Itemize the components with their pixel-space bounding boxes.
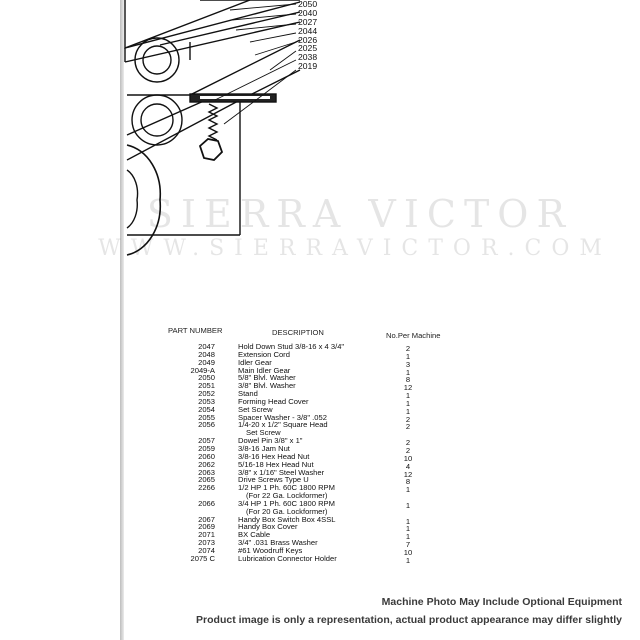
part-number-cell: 2062 (198, 459, 215, 469)
part-number-cell: 2060 (198, 451, 215, 461)
part-number-cell: 2050 (198, 373, 215, 383)
quantity-cell: 1 (405, 406, 411, 416)
description-cell: Handy Box Cover (238, 522, 298, 532)
machine-diagram (0, 0, 640, 290)
description-cell: 3/4 HP 1 Ph. 60C 1800 RPM (238, 498, 335, 508)
part-number-cell: 2069 (198, 522, 215, 532)
quantity-cell: 1 (405, 524, 411, 534)
part-number-cell: 2051 (198, 381, 215, 391)
callout-label: 2040 (298, 7, 318, 18)
quantity-cell: 8 (405, 477, 411, 487)
description-cell: 1/2 HP 1 Ph. 60C 1800 RPM (238, 483, 335, 493)
quantity-cell: 1 (405, 516, 411, 526)
description-cell: (For 22 Ga. Lockformer) (246, 491, 328, 501)
description-cell: Set Screw (246, 428, 281, 438)
part-number-cell: 2074 (198, 545, 215, 555)
parts-row (160, 420, 460, 432)
header-part-number: PART NUMBER (168, 326, 223, 335)
part-number-cell: 2052 (198, 389, 215, 399)
callout-label: 2026 (298, 34, 318, 45)
part-number-cell: 2054 (198, 404, 215, 414)
quantity-cell: 1 (405, 391, 411, 401)
header-description: DESCRIPTION (272, 328, 324, 337)
callout-label: 2038 (298, 52, 318, 63)
part-number-cell: 2059 (198, 443, 215, 453)
description-cell: Extension Cord (238, 349, 290, 359)
quantity-cell: 2 (405, 445, 411, 455)
description-cell: 3/8-16 Hex Head Nut (238, 451, 310, 461)
callout-label: 2019 (298, 61, 318, 72)
part-number-cell: 2048 (198, 349, 215, 359)
quantity-cell: 2 (405, 438, 411, 448)
part-number-cell: 2049 (198, 357, 215, 367)
description-cell: 3/8-16 Jam Nut (238, 443, 290, 453)
part-number-cell: 2067 (198, 514, 215, 524)
description-cell: Lubrication Connector Holder (238, 553, 337, 563)
footer-optional-equipment-note: Machine Photo May Include Optional Equipment (381, 596, 622, 608)
callout-label: 2025 (298, 43, 318, 54)
quantity-cell: 1 (405, 367, 411, 377)
quantity-cell: 1 (405, 485, 411, 495)
callout-label: 2050 (298, 0, 318, 9)
part-number-cell: 2049-A (190, 365, 215, 375)
part-number-cell: 2057 (198, 436, 215, 446)
quantity-cell: 1 (405, 500, 411, 510)
quantity-cell: 2 (405, 344, 411, 353)
parts-list (160, 343, 460, 563)
description-cell: Idler Gear (238, 357, 272, 367)
description-cell: Drive Screws Type U (238, 475, 309, 485)
description-cell: 1/4-20 x 1/2" Square Head (238, 420, 328, 430)
description-cell: Set Screw (238, 404, 273, 414)
description-cell: (For 20 Ga. Lockformer) (246, 506, 328, 516)
quantity-cell: 12 (403, 383, 413, 393)
description-cell: Main Idler Gear (238, 365, 291, 375)
description-cell: Hold Down Stud 3/8-16 x 4 3/4" (238, 342, 345, 351)
part-number-cell: 2063 (198, 467, 215, 477)
watermark-brand: SIERRA VICTOR (146, 192, 574, 236)
quantity-cell: 3 (405, 359, 411, 369)
description-cell: 3/8" x 1/16" Steel Washer (238, 467, 325, 477)
quantity-cell: 2 (405, 422, 411, 432)
part-number-cell: 2075 C (190, 553, 215, 563)
description-cell: Spacer Washer - 3/8" .052 (238, 412, 327, 422)
quantity-cell: 1 (405, 555, 411, 565)
callout-label: 2027 (298, 16, 318, 27)
quantity-cell: 1 (405, 351, 411, 361)
quantity-cell: 4 (405, 461, 411, 471)
part-number-cell: 2047 (198, 342, 215, 351)
quantity-cell: 1 (405, 532, 411, 542)
footer-disclaimer: Product image is only a representation, actual product appearance may differ slightly (196, 614, 622, 626)
quantity-cell: 1 (405, 398, 411, 408)
watermark-url: WWW.SIERRAVICTOR.COM (98, 236, 612, 261)
description-cell: 5/16-18 Hex Head Nut (238, 459, 314, 469)
callout-label: 2044 (298, 25, 318, 36)
parts-row (160, 555, 460, 563)
description-cell: BX Cable (238, 530, 271, 540)
part-number-cell: 2266 (198, 483, 215, 493)
part-number-cell: 2065 (198, 475, 215, 485)
description-cell: 5/8" Blvl. Washer (238, 373, 296, 383)
header-quantity: No.Per Machine (386, 331, 441, 340)
part-number-cell: 2073 (198, 538, 215, 548)
quantity-cell: 8 (405, 375, 411, 385)
description-cell: Dowel Pin 3/8" x 1" (238, 436, 303, 446)
description-cell: Forming Head Cover (238, 396, 309, 406)
description-cell: #61 Woodruff Keys (238, 545, 303, 555)
quantity-cell: 7 (405, 540, 411, 550)
diagram-callout-numbers (298, 0, 317, 71)
quantity-cell: 2 (405, 414, 411, 424)
part-number-cell: 2066 (198, 498, 215, 508)
quantity-cell: 10 (403, 453, 413, 463)
part-number-cell: 2071 (198, 530, 215, 540)
description-cell: 3/4" .031 Brass Washer (238, 538, 318, 548)
part-number-cell: 2053 (198, 396, 215, 406)
part-number-cell: 2056 (198, 420, 215, 430)
description-cell: Stand (238, 389, 258, 399)
quantity-cell: 12 (403, 469, 413, 479)
description-cell: Handy Box Switch Box 4SSL (238, 514, 336, 524)
description-cell: 3/8" Blvl. Washer (238, 381, 296, 391)
quantity-cell: 10 (403, 547, 413, 557)
part-number-cell: 2055 (198, 412, 215, 422)
